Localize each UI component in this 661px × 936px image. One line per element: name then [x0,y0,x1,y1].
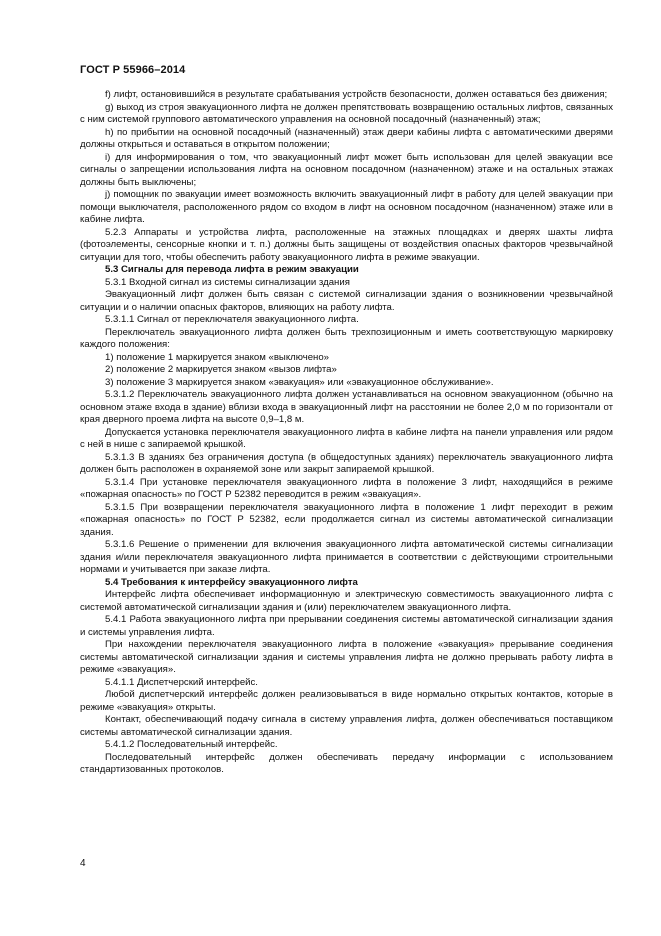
section-heading: 5.3 Сигналы для перевода лифта в режим эвакуации [105,264,359,275]
paragraph: 5.3.1 Входной сигнал из системы сигнализации здания [105,276,350,288]
section-heading: 5.4 Требования к интерфейсу эвакуационного лифта [105,576,358,588]
paragraph: Последовательный интерфейс должен обеспечивать передачу информации с использованием стандартизованных протоколов. [80,751,613,775]
paragraph: j) помощник по эвакуации имеет возможность включить эвакуационный лифт в работу для целей эвакуации при помощи выключателя, расположенного рядом со входом в лифт на основном посадочном (назначенном) этаже или в кабине лифта. [80,189,613,225]
paragraph: Эвакуационный лифт должен быть связан с системой сигнализации здания о возникновении чрезвычайной ситуации и о наличии опасных факторов, влияющих на работу лифта. [80,289,613,313]
document-header: ГОСТ Р 55966–2014 [80,64,186,76]
paragraph: 5.3.1.4 При установке переключателя эвакуационного лифта в положение 3 лифт, находящийся в режиме «пожарная опасность» по ГОСТ Р 52382 переводится в режим «эвакуация». [80,476,613,500]
paragraph: i) для информирования о том, что эвакуационный лифт может быть использован для целей эвакуации все сигналы о запрещении использования лифта на основном посадочном (назначенном) этаже и на остальных этажах должны быть выключены; [80,151,613,188]
paragraph: h) по прибытии на основной посадочный (назначенный) этаж двери кабины лифта с автоматическими дверями должны открыться и оставаться в открытом положении; [80,126,613,150]
list-item: 1) положение 1 маркируется знаком «выключено» [105,351,330,363]
paragraph: Контакт, обеспечивающий подачу сигнала в систему управления лифта, должен обеспечиваться поставщиком системы автоматической сигнализации здания. [80,714,613,738]
paragraph: 5.3.1.6 Решение о применении для включения эвакуационного лифта автоматической системы сигнализации здания и/или переключателя эвакуационного лифта принимается в соответствии с действующими строительными нормами и учитывается при заказе лифта. [80,539,613,575]
paragraph: 5.2.3 Аппараты и устройства лифта, расположенные на этажных площадках и дверях шахты лифта (фотоэлементы, сенсорные кнопки и т. п.) должны быть защищены от воздействия опасных факторов чрезвычайной ситуации для того, чтобы обеспечить работу эвакуационного лифта в режиме эвакуации. [80,226,613,263]
paragraph: 5.3.1.2 Переключатель эвакуационного лифта должен устанавливаться на основном эвакуационном (обычно на основном этаже входа в здание) вблизи входа в эвакуационный лифт на расстоянии не более 2,0 м по горизонтали от края дверного проема лифта на высоте 0,9–1,8 м. [80,389,613,425]
list-item: 3) положение 3 маркируется знаком «эвакуация» или «эвакуационное обслуживание». [105,376,494,388]
body-text [80,89,613,777]
paragraph: 5.3.1.3 В зданиях без ограничения доступа (в общедоступных зданиях) переключатель эвакуационного лифта должен быть расположен в охраняемой зоне или закрыт запираемой крышкой. [80,451,613,475]
paragraph: При нахождении переключателя эвакуационного лифта в положение «эвакуация» прерывание соединения системы автоматической сигнализации здания и системы управления лифта не должно прерывать работу лифта в режиме «эвакуация». [80,639,613,675]
paragraph: Интерфейс лифта обеспечивает информационную и электрическую совместимость эвакуационного лифта с системой автоматической сигнализации здания и (или) переключателем эвакуационного лифта. [80,589,613,613]
paragraph: 5.4.1.2 Последовательный интерфейс. [105,739,278,750]
page-number: 4 [80,858,86,869]
paragraph: 5.4.1 Работа эвакуационного лифта при прерывании соединения системы автоматической сигнализации здания и системы управления лифта. [80,614,613,638]
paragraph: Любой диспетчерский интерфейс должен реализовываться в виде нормально открытых контактов, которые в режиме «эвакуация» открыты. [80,689,613,713]
paragraph: g) выход из строя эвакуационного лифта не должен препятствовать возвращению остальных лифтов, связанных с ним системой группового автоматического управления на основной посадочный (назначенный) этаж; [80,101,613,125]
list-item: 2) положение 2 маркируется знаком «вызов лифта» [105,364,337,375]
paragraph: 5.4.1.1 Диспетчерский интерфейс. [105,676,258,688]
paragraph: Переключатель эвакуационного лифта должен быть трехпозиционным и иметь соответствующую маркировку каждого положения: [80,326,613,350]
paragraph: Допускается установка переключателя эвакуационного лифта в кабине лифта на панели управления или рядом с ней в нише с запираемой крышкой. [80,426,613,450]
paragraph: 5.3.1.1 Сигнал от переключателя эвакуационного лифта. [105,314,359,325]
paragraph: f) лифт, остановившийся в результате срабатывания устройств безопасности, должен оставаться без движения; [105,89,608,100]
paragraph: 5.3.1.5 При возвращении переключателя эвакуационного лифта в положение 1 лифт переходит в режим «пожарная опасность» по ГОСТ Р 52382, если продолжается сигнал из системы автоматической сигнализации здания. [80,501,613,538]
